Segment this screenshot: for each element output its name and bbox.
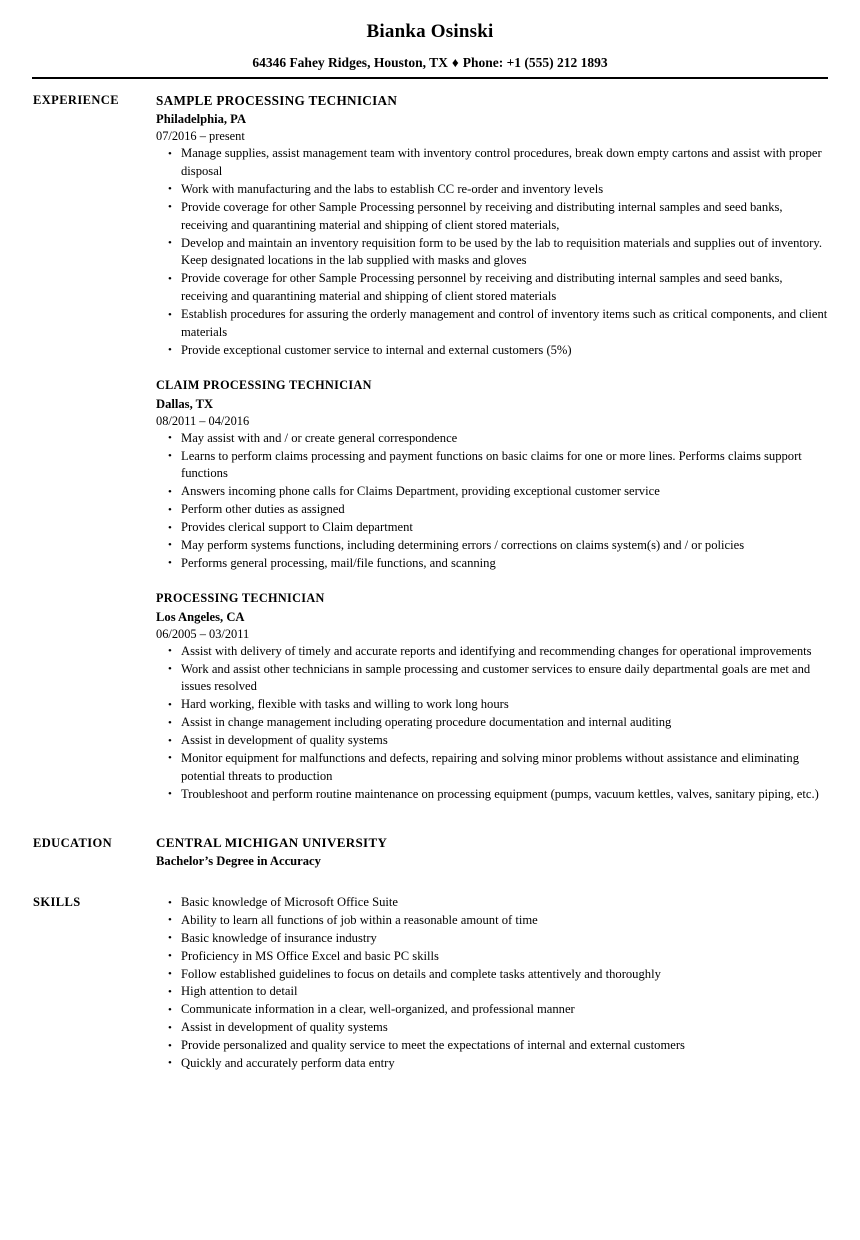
skills-bullet-list bbox=[156, 894, 828, 1073]
job-title: PROCESSING TECHNICIAN bbox=[156, 590, 325, 605]
job-bullet-list bbox=[156, 145, 828, 360]
job-location: Los Angeles, CA bbox=[156, 609, 245, 624]
job-location: Dallas, TX bbox=[156, 396, 214, 411]
job-bullet: • Establish procedures for assuring the orderly management and control of inventory items such as critical components, and client materials bbox=[156, 306, 828, 342]
job-bullet: • Performs general processing, mail/file functions, and scanning bbox=[156, 555, 828, 573]
job-bullet: • Assist in development of quality systems bbox=[156, 732, 828, 750]
skill-bullet: • Assist in development of quality systems bbox=[156, 1019, 828, 1037]
resume-header bbox=[0, 0, 860, 79]
skill-bullet: • High attention to detail bbox=[156, 983, 828, 1001]
job-bullet-list bbox=[156, 430, 828, 573]
job-dates: 08/2011 – 04/2016 bbox=[156, 413, 250, 428]
job-bullet: • Perform other duties as assigned bbox=[156, 501, 828, 519]
job-bullet: • Provides clerical support to Claim department bbox=[156, 519, 828, 537]
section-experience bbox=[33, 92, 828, 804]
job-bullet: • Troubleshoot and perform routine maintenance on processing equipment (pumps, vacuum kettles, valves, sanitary piping, etc.) bbox=[156, 786, 828, 804]
job-bullet: • Assist in change management including operating procedure documentation and internal auditing bbox=[156, 714, 828, 732]
job-dates: 06/2005 – 03/2011 bbox=[156, 626, 250, 641]
job-bullet: • Provide coverage for other Sample Processing personnel by receiving and distributing internal samples and seed banks, receiving and quarantining material and shipping of client stored materials, bbox=[156, 199, 828, 235]
contact-phone: Phone: +1 (555) 212 1893 bbox=[462, 54, 608, 70]
job-bullet: • Work and assist other technicians in sample processing and customer services to ensure daily departmental goals are met and issues resolved bbox=[156, 661, 828, 697]
job-bullet: • Hard working, flexible with tasks and willing to work long hours bbox=[156, 696, 828, 714]
job-bullet: • Assist with delivery of timely and accurate reports and identifying and recommending changes for operational improvements bbox=[156, 643, 828, 661]
skill-bullet: • Communicate information in a clear, well-organized, and professional manner bbox=[156, 1001, 828, 1019]
skill-bullet: • Provide personalized and quality service to meet the expectations of internal and external customers bbox=[156, 1037, 828, 1055]
skill-bullet: • Quickly and accurately perform data entry bbox=[156, 1055, 828, 1073]
diamond-separator-icon: ♦ bbox=[451, 54, 459, 70]
job-title: CLAIM PROCESSING TECHNICIAN bbox=[156, 377, 372, 392]
job-title: SAMPLE PROCESSING TECHNICIAN bbox=[156, 92, 398, 108]
experience-body bbox=[156, 92, 828, 804]
job-bullet: • Develop and maintain an inventory requisition form to be used by the lab to requisition materials and supplies out of inventory. Keep designated locations in the lab supplied with masks and gloves bbox=[156, 235, 828, 271]
section-label-skills: SKILLS bbox=[33, 895, 81, 910]
job-bullet: • Provide coverage for other Sample Processing personnel by receiving and distributing internal samples and seed banks, receiving and quarantining material and shipping of client stored materials bbox=[156, 270, 828, 306]
education-body bbox=[156, 835, 828, 872]
job-bullet: • Learns to perform claims processing and payment functions on basic claims for one or more lines. Performs claims support functions bbox=[156, 448, 828, 484]
job-bullet-list bbox=[156, 643, 828, 804]
skill-bullet: • Basic knowledge of insurance industry bbox=[156, 930, 828, 948]
job-location: Philadelphia, PA bbox=[156, 112, 247, 127]
contact-address: 64346 Fahey Ridges, Houston, TX bbox=[252, 54, 448, 70]
job-bullet: • Work with manufacturing and the labs to establish CC re-order and inventory levels bbox=[156, 181, 828, 199]
job-dates: 07/2016 – present bbox=[156, 129, 245, 144]
job-entry bbox=[156, 591, 828, 804]
skill-bullet: • Ability to learn all functions of job within a reasonable amount of time bbox=[156, 912, 828, 930]
section-label-education: EDUCATION bbox=[33, 835, 113, 850]
job-bullet: • Monitor equipment for malfunctions and defects, repairing and solving minor problems without assistance and eliminating potential threats to production bbox=[156, 750, 828, 786]
job-bullet: • May assist with and / or create general correspondence bbox=[156, 430, 828, 448]
education-degree: Bachelor’s Degree in Accuracy bbox=[156, 854, 321, 869]
education-school: CENTRAL MICHIGAN UNIVERSITY bbox=[156, 834, 388, 850]
resume-content bbox=[0, 92, 860, 1073]
section-education bbox=[33, 835, 828, 872]
job-entry bbox=[156, 378, 828, 573]
header-divider bbox=[32, 77, 828, 79]
skill-bullet: • Basic knowledge of Microsoft Office Suite bbox=[156, 894, 828, 912]
job-entry bbox=[156, 92, 828, 360]
job-bullet: • Provide exceptional customer service to internal and external customers (5%) bbox=[156, 342, 828, 360]
section-skills bbox=[33, 894, 828, 1073]
skill-bullet: • Proficiency in MS Office Excel and basic PC skills bbox=[156, 948, 828, 966]
job-bullet: • Manage supplies, assist management team with inventory control procedures, break down empty cartons and assist with proper disposal bbox=[156, 145, 828, 181]
skill-bullet: • Follow established guidelines to focus on details and complete tasks attentively and thoroughly bbox=[156, 966, 828, 984]
job-bullet: • May perform systems functions, including determining errors / corrections on claims system(s) and / or policies bbox=[156, 537, 828, 555]
section-label-experience: EXPERIENCE bbox=[33, 92, 119, 107]
skills-body bbox=[156, 894, 828, 1073]
contact-line bbox=[0, 55, 860, 71]
job-bullet: • Answers incoming phone calls for Claims Department, providing exceptional customer service bbox=[156, 483, 828, 501]
candidate-name: Bianka Osinski bbox=[366, 21, 494, 42]
